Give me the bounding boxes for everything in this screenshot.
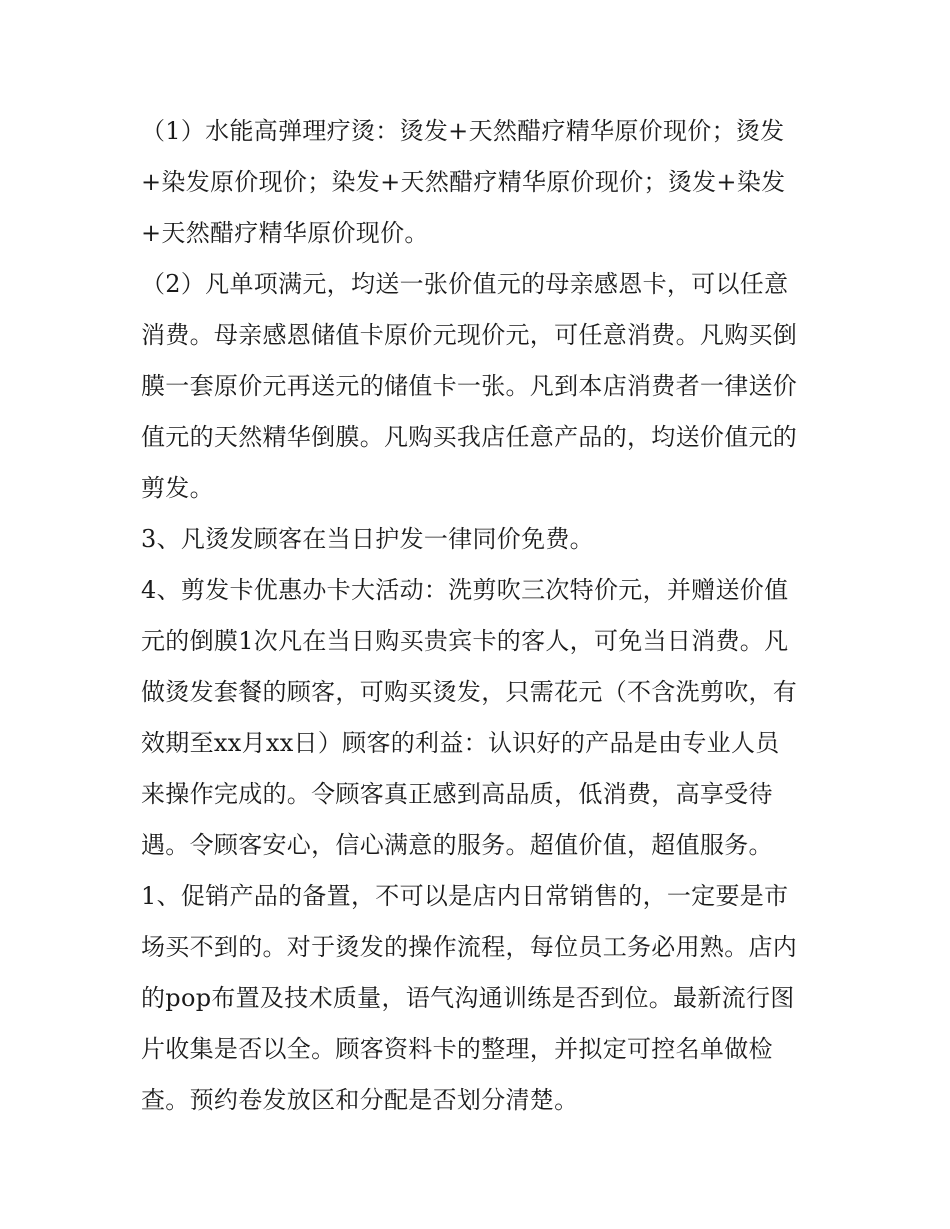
text-line: 遇。令顾客安心，信心满意的服务。超值价值，超值服务。 xyxy=(141,831,773,859)
text-line: 做烫发套餐的顾客，可购买烫发，只需花元（不含洗剪吹，有 xyxy=(141,678,798,706)
text-line: 消费。母亲感恩储值卡原价元现价元，可任意消费。凡购买倒 xyxy=(141,321,798,349)
text-line: 膜一套原价元再送元的储值卡一张。凡到本店消费者一律送价 xyxy=(141,372,798,400)
text-line: 效期至xx月xx日）顾客的利益：认识好的产品是由专业人员 xyxy=(141,729,780,757)
text-line: 剪发。 xyxy=(141,474,214,502)
text-line: 来操作完成的。令顾客真正感到高品质，低消费，高享受待 xyxy=(141,780,773,808)
document-body xyxy=(141,106,821,1126)
text-line: 元的倒膜1次凡在当日购买贵宾卡的客人，可免当日消费。凡 xyxy=(141,627,789,655)
text-line: +天然醋疗精华原价现价。 xyxy=(141,219,429,247)
text-line: 1、促销产品的备置，不可以是店内日常销售的，一定要是市 xyxy=(141,882,789,910)
text-line: 值元的天然精华倒膜。凡购买我店任意产品的，均送价值元的 xyxy=(141,423,798,451)
text-line: +染发原价现价；染发+天然醋疗精华原价现价；烫发+染发 xyxy=(141,168,786,196)
text-line: （2）凡单项满元，均送一张价值元的母亲感恩卡，可以任意 xyxy=(141,270,789,298)
text-line: 查。预约卷发放区和分配是否划分清楚。 xyxy=(141,1086,579,1114)
text-line: 3、凡烫发顾客在当日护发一律同价免费。 xyxy=(141,525,594,553)
text-line: （1）水能高弹理疗烫：烫发+天然醋疗精华原价现价；烫发 xyxy=(141,117,785,145)
text-line: 的pop布置及技术质量，语气沟通训练是否到位。最新流行图 xyxy=(141,984,795,1012)
text-line: 片收集是否以全。顾客资料卡的整理，并拟定可控名单做检 xyxy=(141,1035,773,1063)
text-line: 场买不到的。对于烫发的操作流程，每位员工务必用熟。店内 xyxy=(141,933,798,961)
text-line: 4、剪发卡优惠办卡大活动：洗剪吹三次特价元，并赠送价值 xyxy=(141,576,789,604)
